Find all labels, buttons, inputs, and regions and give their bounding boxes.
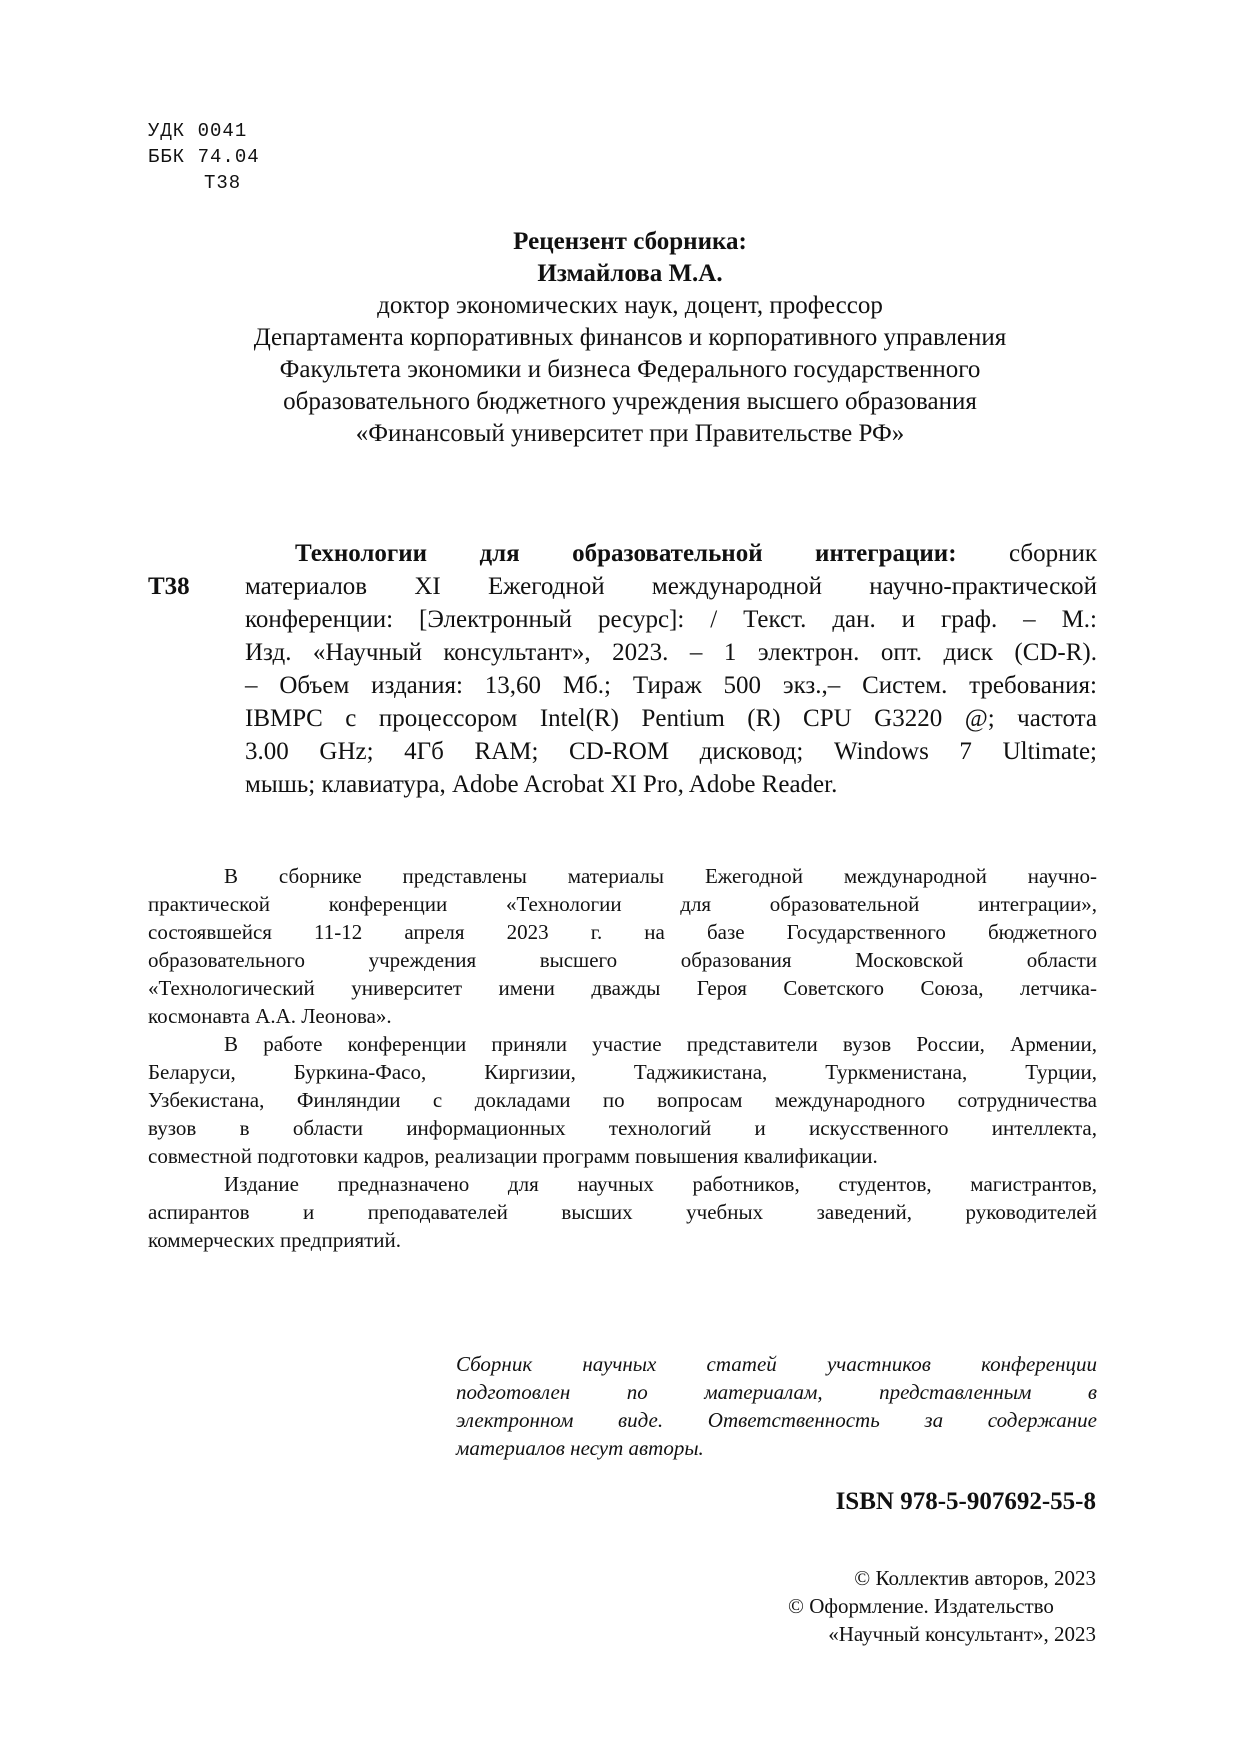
abstract-line: В сборнике представлены материалы Ежегодной международной научно-	[224, 864, 1097, 888]
catalog-line: – Объем издания: 13,60 Мб.; Тираж 500 экз.,– Систем. требования:	[245, 672, 1097, 699]
catalog-line: IBMPC с процессором Intel(R) Pentium (R) CPU G3220 @; частота	[245, 705, 1097, 732]
reviewer-line: образовательного бюджетного учреждения высшего образования	[283, 388, 977, 415]
catalog-line: мышь; клавиатура, Adobe Acrobat XI Pro, Adobe Reader.	[245, 771, 838, 798]
catalog-line: 3.00 GHz; 4Гб RAM; CD-ROM дисковод; Windows 7 Ultimate;	[245, 738, 1097, 765]
responsibility-note	[456, 1350, 1097, 1462]
classification-codes	[148, 118, 260, 196]
catalog-entry	[245, 537, 1097, 801]
catalog-mark: Т38	[148, 573, 190, 600]
abstract-line: Узбекистана, Финляндии с докладами по вопросам международного сотрудничества	[148, 1088, 1097, 1112]
udk-code: УДК 0041	[148, 120, 248, 142]
reviewer-line: доктор экономических наук, доцент, профессор	[377, 292, 883, 319]
catalog-line	[245, 537, 1097, 570]
catalog-line: конференции: [Электронный ресурс]: / Текст. дан. и граф. – М.:	[245, 606, 1097, 633]
abstract-line: коммерческих предприятий.	[148, 1228, 402, 1252]
reviewer-block	[130, 226, 1130, 450]
abstract-line: совместной подготовки кадров, реализации программ повышения квалификации.	[148, 1144, 878, 1168]
abstract-line: Издание предназначено для научных работников, студентов, магистрантов,	[224, 1172, 1097, 1196]
reviewer-line: Департамента корпоративных финансов и корпоративного управления	[253, 324, 1007, 351]
copyright-design: © Оформление. Издательство	[788, 1594, 1054, 1618]
abstract-line: «Технологический университет имени дважды Героя Советского Союза, летчика-	[148, 976, 1097, 1000]
abstract-line: космонавта А.А. Леонова».	[148, 1004, 392, 1028]
reviewer-line: Факультета экономики и бизнеса Федерального государственного	[279, 356, 981, 383]
abstract	[148, 862, 1097, 1254]
abstract-line: состоявшейся 11-12 апреля 2023 г. на базе Государственного бюджетного	[148, 920, 1097, 944]
abstract-line: Беларуси, Буркина-Фасо, Киргизии, Таджикистана, Туркменистана, Турции,	[148, 1060, 1097, 1084]
copyright-authors: © Коллектив авторов, 2023	[854, 1566, 1096, 1590]
note-line: подготовлен по материалам, представленным в	[456, 1380, 1097, 1404]
abstract-line: практической конференции «Технологии для образовательной интеграции»,	[148, 892, 1097, 916]
note-line: электронном виде. Ответственность за содержание	[456, 1408, 1097, 1432]
reviewer-line: «Финансовый университет при Правительстве РФ»	[355, 420, 905, 447]
catalog-line: Изд. «Научный консультант», 2023. – 1 электрон. опт. диск (CD-R).	[245, 639, 1097, 666]
reviewer-name: Измайлова М.А.	[537, 260, 723, 287]
note-line: материалов несут авторы.	[456, 1436, 704, 1460]
abstract-paragraph	[148, 862, 1097, 1030]
bbk-code: ББК 74.04	[148, 146, 260, 168]
reviewer-heading: Рецензент сборника:	[513, 228, 747, 255]
catalog-line: материалов XI Ежегодной международной научно-практической	[245, 573, 1097, 600]
catalog-title-rest: сборник	[956, 540, 1097, 567]
copyright-block	[760, 1564, 1096, 1648]
abstract-line: аспирантов и преподавателей высших учебных заведений, руководителей	[148, 1200, 1097, 1224]
author-mark: Т38	[204, 172, 242, 194]
abstract-paragraph	[148, 1030, 1097, 1170]
abstract-line: В работе конференции приняли участие представители вузов России, Армении,	[224, 1032, 1097, 1056]
abstract-paragraph	[148, 1170, 1097, 1254]
catalog-title: Технологии для образовательной интеграции:	[295, 540, 957, 567]
note-line: Сборник научных статей участников конференции	[456, 1352, 1097, 1376]
copyright-publisher: «Научный консультант», 2023	[828, 1622, 1096, 1646]
isbn: ISBN 978-5-907692-55-8	[835, 1488, 1096, 1515]
abstract-line: образовательного учреждения высшего образования Московской области	[148, 948, 1097, 972]
abstract-line: вузов в области информационных технологий и искусственного интеллекта,	[148, 1116, 1097, 1140]
